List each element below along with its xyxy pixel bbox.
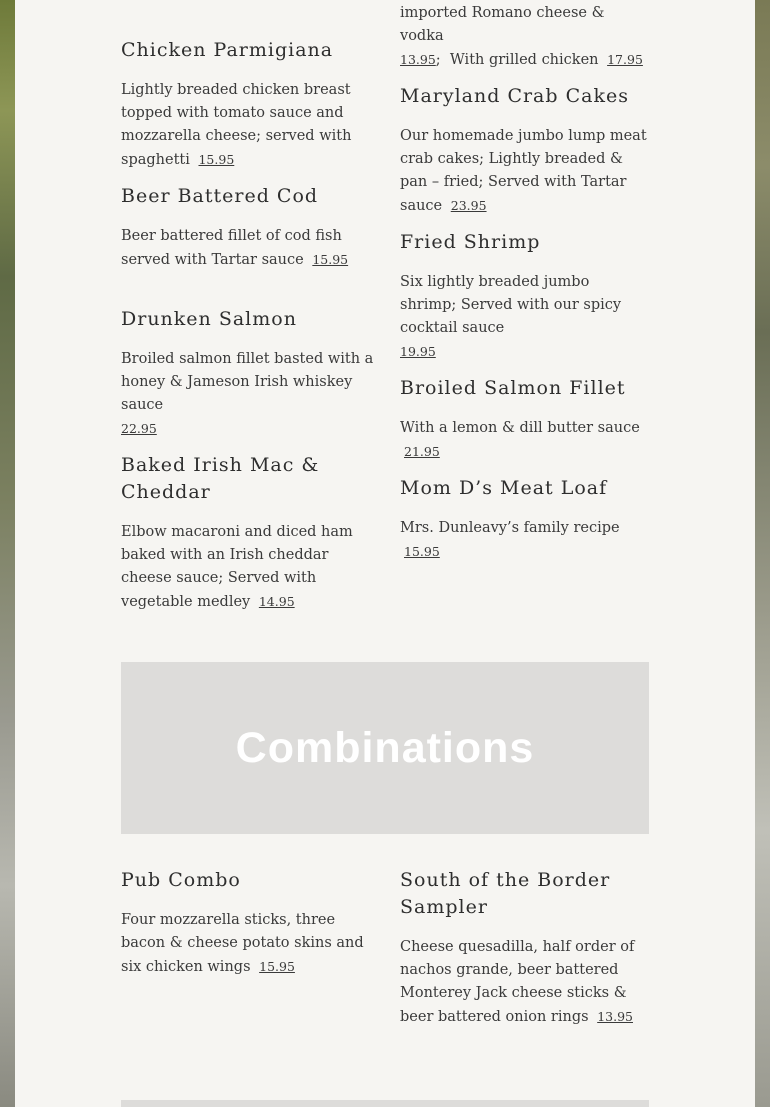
menu-item-desc: Broiled salmon fillet basted with a honey & Jameson Irish whiskey sauce 22.95 (121, 351, 374, 436)
price: 15.95 (312, 252, 349, 267)
menu-item-title: Baked Irish Mac & Cheddar (121, 454, 320, 503)
menu-item-desc: Mrs. Dunleavy’s family recipe 15.95 (400, 520, 620, 559)
menu-item-desc-partial: imported Romano cheese & vodka 13.95; With grilled chicken 17.95 (400, 5, 643, 68)
section-banner-combinations (121, 662, 649, 834)
menu-item-desc: Cheese quesadilla, half order of nachos grande, beer battered Monterey Jack cheese sticks & beer battered onion rings 13.95 (400, 939, 635, 1025)
price: 14.95 (258, 594, 295, 609)
menu-item-title: Beer Battered Cod (121, 185, 319, 207)
menu-item-title: Broiled Salmon Fillet (400, 377, 626, 399)
menu-item-title: Mom D’s Meat Loaf (400, 477, 608, 499)
menu-item-title: Fried Shrimp (400, 231, 541, 253)
background-left (0, 0, 15, 1107)
price: 21.95 (404, 444, 440, 459)
price: 15.95 (404, 544, 440, 559)
price: 15.95 (259, 959, 295, 974)
menu-item-title: Maryland Crab Cakes (400, 85, 629, 107)
menu-item-title: Pub Combo (121, 869, 241, 891)
background-right (755, 0, 770, 1107)
price: 13.95 (597, 1009, 633, 1024)
menu-item-title: Chicken Parmigiana (121, 39, 334, 61)
menu-item-desc: Six lightly breaded jumbo shrimp; Served with our spicy cocktail sauce 19.95 (400, 274, 622, 359)
price: 19.95 (400, 344, 436, 359)
price: 17.95 (607, 52, 643, 67)
price: 23.95 (450, 198, 487, 213)
menu-item-desc: Beer battered fillet of cod fish served with Tartar sauce 15.95 (121, 228, 349, 268)
menu-item-desc: With a lemon & dill butter sauce 21.95 (400, 420, 640, 459)
price: 13.95 (400, 52, 436, 67)
menu-item-desc: Elbow macaroni and diced ham baked with an Irish cheddar cheese sauce; Served with vegetable medley 14.95 (121, 524, 353, 610)
menu-item-desc: Our homemade jumbo lump meat crab cakes; Lightly breaded & pan – fried; Served with Tartar sauce 23.95 (400, 128, 647, 214)
section-title: Combinations (235, 723, 535, 772)
price: 22.95 (121, 421, 157, 436)
price: 15.95 (198, 152, 235, 167)
menu-item-desc: Four mozzarella sticks, three bacon & cheese potato skins and six chicken wings 15.95 (121, 912, 364, 975)
menu-item-title: South of the Border Sampler (400, 869, 611, 918)
section-banner-next (121, 1100, 649, 1107)
menu-item-desc: Lightly breaded chicken breast topped with tomato sauce and mozzarella cheese; served with spaghetti 15.95 (121, 82, 352, 168)
menu-item-title: Drunken Salmon (121, 308, 297, 330)
